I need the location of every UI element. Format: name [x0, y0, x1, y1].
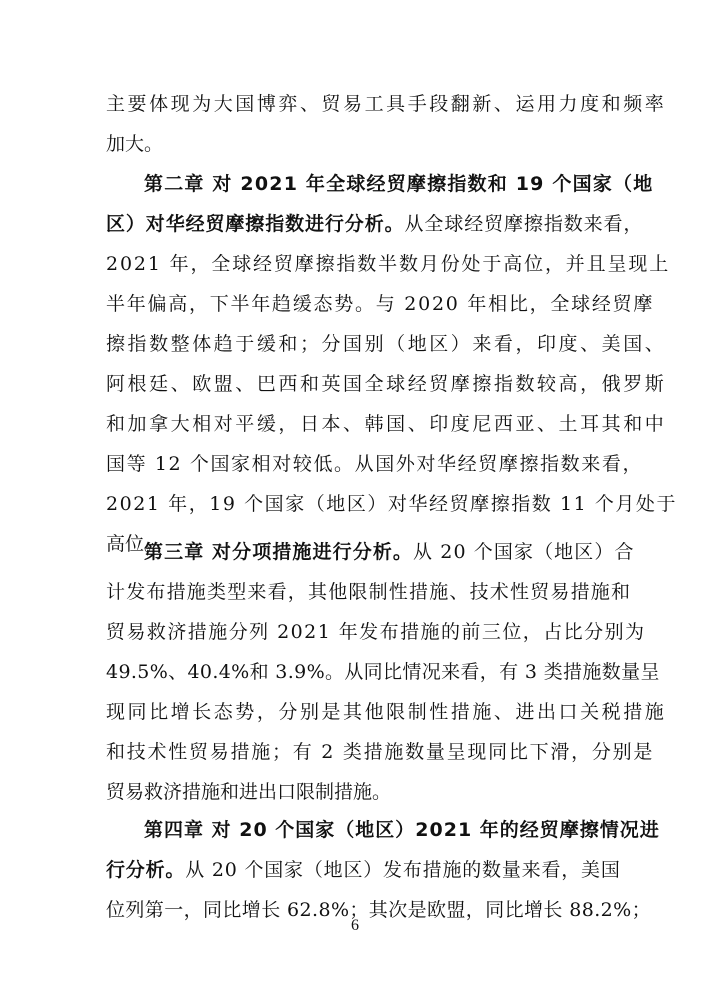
body-text: 从 20 个国家（地区）合 — [413, 541, 635, 563]
chapter-2-line — [0, 204, 710, 244]
chapter-2-line — [0, 484, 710, 524]
body-text: 贸易救济措施和进出口限制措施。 — [106, 781, 392, 803]
body-text: 国等 12 个国家相对较低。从国外对华经贸摩擦指数来看， — [106, 453, 644, 475]
page-number: 6 — [351, 917, 359, 934]
chapter-heading-text: 行分析。 — [106, 859, 186, 881]
body-text: 现同比增长态势，分别是其他限制性措施、进出口关税措施 — [106, 701, 667, 723]
chapter-2-line — [0, 404, 710, 444]
intro-continuation-line — [0, 124, 710, 164]
body-text: 从全球经贸摩擦指数来看， — [404, 213, 644, 235]
body-text: 从 20 个国家（地区）发布措施的数量来看，美国 — [185, 859, 621, 881]
body-text: 2021 年，全球经贸摩擦指数半数月份处于高位，并且呈现上 — [106, 253, 671, 275]
chapter-4-line — [0, 810, 710, 850]
body-text: 擦指数整体趋于缓和；分国别（地区）来看，印度、美国、 — [106, 333, 667, 355]
chapter-3-line — [0, 612, 710, 652]
body-text: 半年偏高，下半年趋缓态势。与 2020 年相比，全球经贸摩 — [106, 293, 655, 315]
chapter-heading-text: 第四章 对 20 个国家（地区）2021 年的经贸摩擦情况进 — [144, 819, 660, 841]
chapter-3-line — [0, 732, 710, 772]
chapter-2-line — [0, 164, 710, 204]
chapter-3-line — [0, 572, 710, 612]
body-text: 和加拿大相对平缓，日本、韩国、印度尼西亚、土耳其和中 — [106, 413, 667, 435]
chapter-2-line — [0, 244, 710, 284]
chapter-3-line — [0, 692, 710, 732]
chapter-heading-text: 区）对华经贸摩擦指数进行分析。 — [106, 213, 405, 235]
body-text: 和技术性贸易措施；有 2 类措施数量呈现同比下滑，分别是 — [106, 741, 655, 763]
chapter-4-line — [0, 850, 710, 890]
chapter-3-line — [0, 652, 710, 692]
chapter-2-line — [0, 444, 710, 484]
intro-continuation-line — [0, 84, 710, 124]
body-text: 主要体现为大国博弈、贸易工具手段翻新、运用力度和频率 — [106, 93, 667, 115]
body-text: 49.5%、40.4%和 3.9%。从同比情况来看，有 3 类措施数量呈 — [106, 661, 660, 683]
body-text: 高位。 — [106, 533, 164, 555]
chapter-heading-text: 第三章 对分项措施进行分析。 — [144, 541, 414, 563]
chapter-3-line — [0, 772, 710, 812]
body-text: 位列第一，同比增长 62.8%；其次是欧盟，同比增长 88.2%； — [106, 899, 651, 921]
chapter-2-line — [0, 284, 710, 324]
body-text: 2021 年，19 个国家（地区）对华经贸摩擦指数 11 个月处于 — [106, 493, 678, 515]
body-text: 计发布措施类型来看，其他限制性措施、技术性贸易措施和 — [106, 581, 632, 603]
body-text: 阿根廷、欧盟、巴西和英国全球经贸摩擦指数较高，俄罗斯 — [106, 373, 667, 395]
chapter-2-line — [0, 364, 710, 404]
chapter-2-line — [0, 324, 710, 364]
body-text: 贸易救济措施分列 2021 年发布措施的前三位，占比分别为 — [106, 621, 646, 643]
chapter-3-line — [0, 532, 710, 572]
body-text: 加大。 — [106, 133, 164, 155]
chapter-heading-text: 第二章 对 2021 年全球经贸摩擦指数和 19 个国家（地 — [144, 173, 654, 195]
